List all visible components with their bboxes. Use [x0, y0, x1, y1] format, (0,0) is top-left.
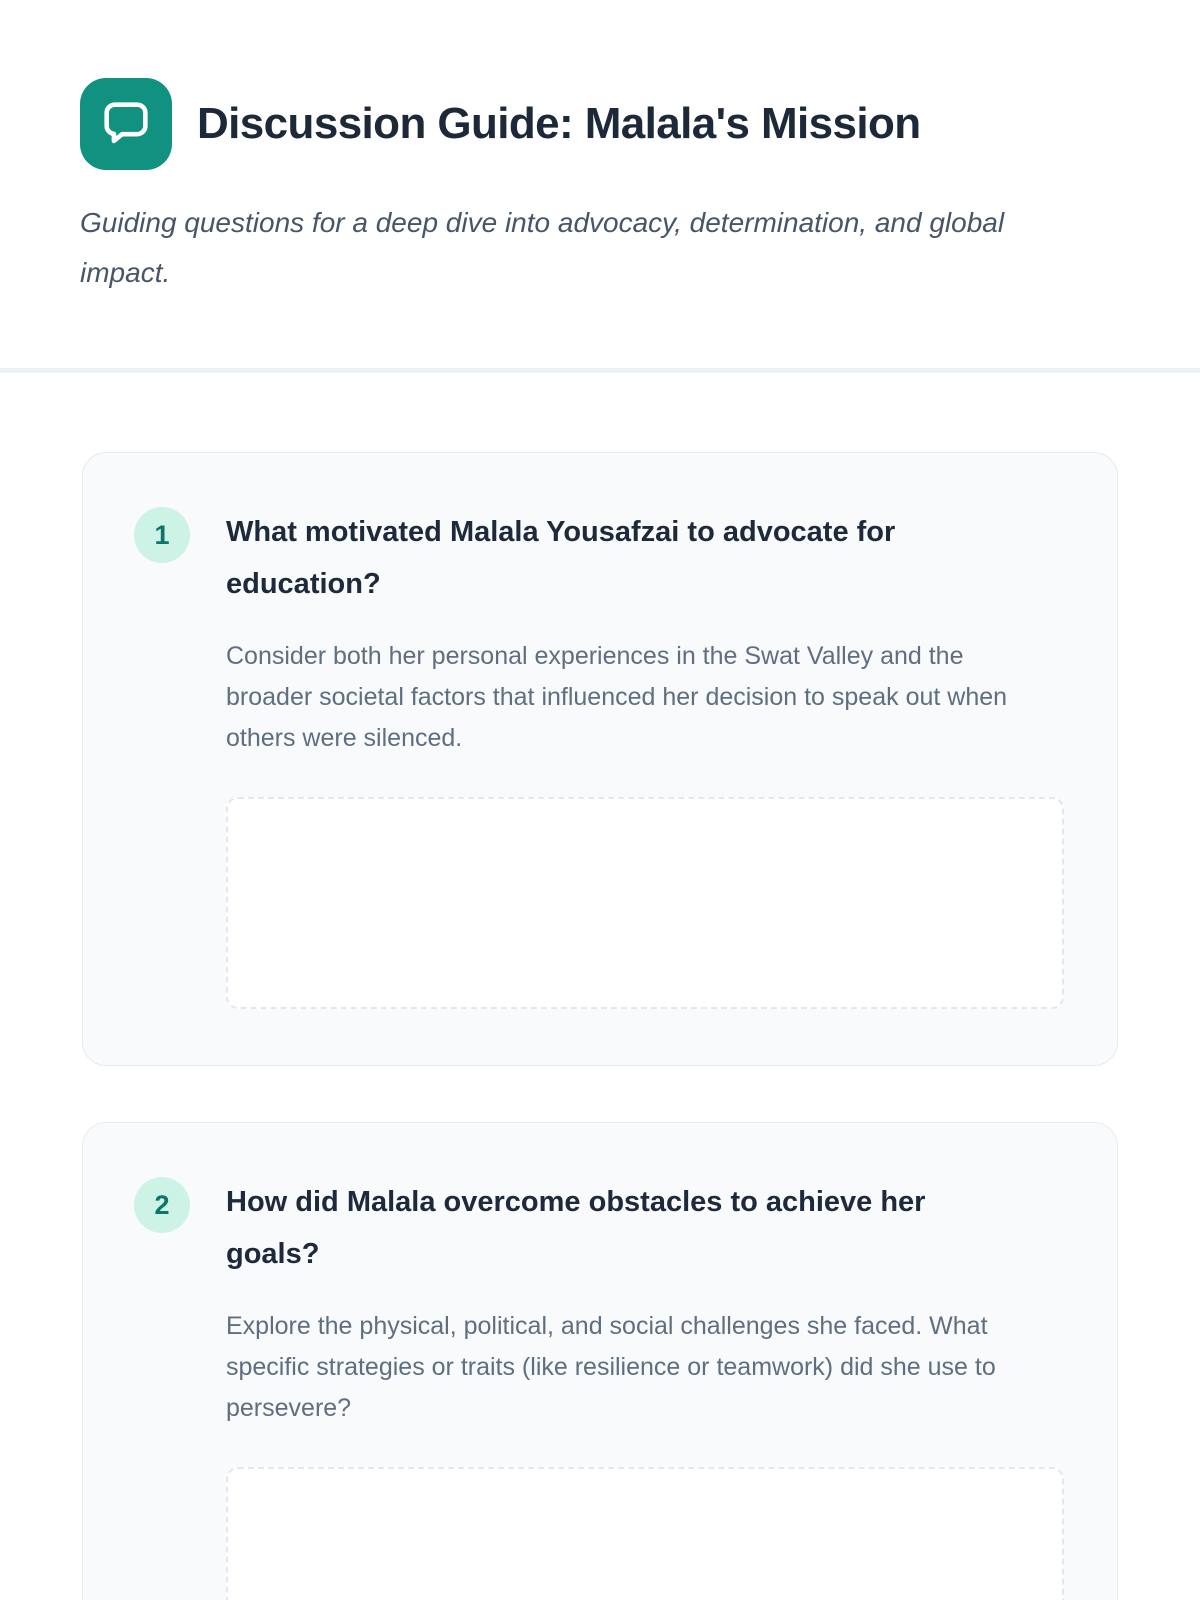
answer-area-2[interactable] — [226, 1467, 1064, 1600]
question-title: What motivated Malala Yousafzai to advocate for education? — [226, 516, 896, 600]
message-square-icon — [80, 78, 172, 170]
page-title: Discussion Guide: Malala's Mission — [197, 99, 921, 148]
question-hint: Consider both her personal experiences in the Swat Valley and the broader societal factors that influenced her decision to speak out when others were silenced. — [226, 642, 1008, 752]
question-card-1 — [82, 452, 1118, 1066]
question-title: How did Malala overcome obstacles to achieve her goals? — [226, 1186, 926, 1270]
page-header — [0, 0, 1200, 298]
answer-area-1[interactable] — [226, 797, 1064, 1009]
question-number-badge: 1 — [134, 507, 190, 563]
question-card-2 — [82, 1122, 1118, 1600]
question-hint: Explore the physical, political, and social challenges she faced. What specific strategies or traits (like resilience or teamwork) did she use to persevere? — [226, 1312, 996, 1422]
page-subtitle: Guiding questions for a deep dive into advocacy, determination, and global impact. — [80, 207, 1005, 288]
questions-list — [0, 373, 1200, 1600]
question-number-badge: 2 — [134, 1177, 190, 1233]
